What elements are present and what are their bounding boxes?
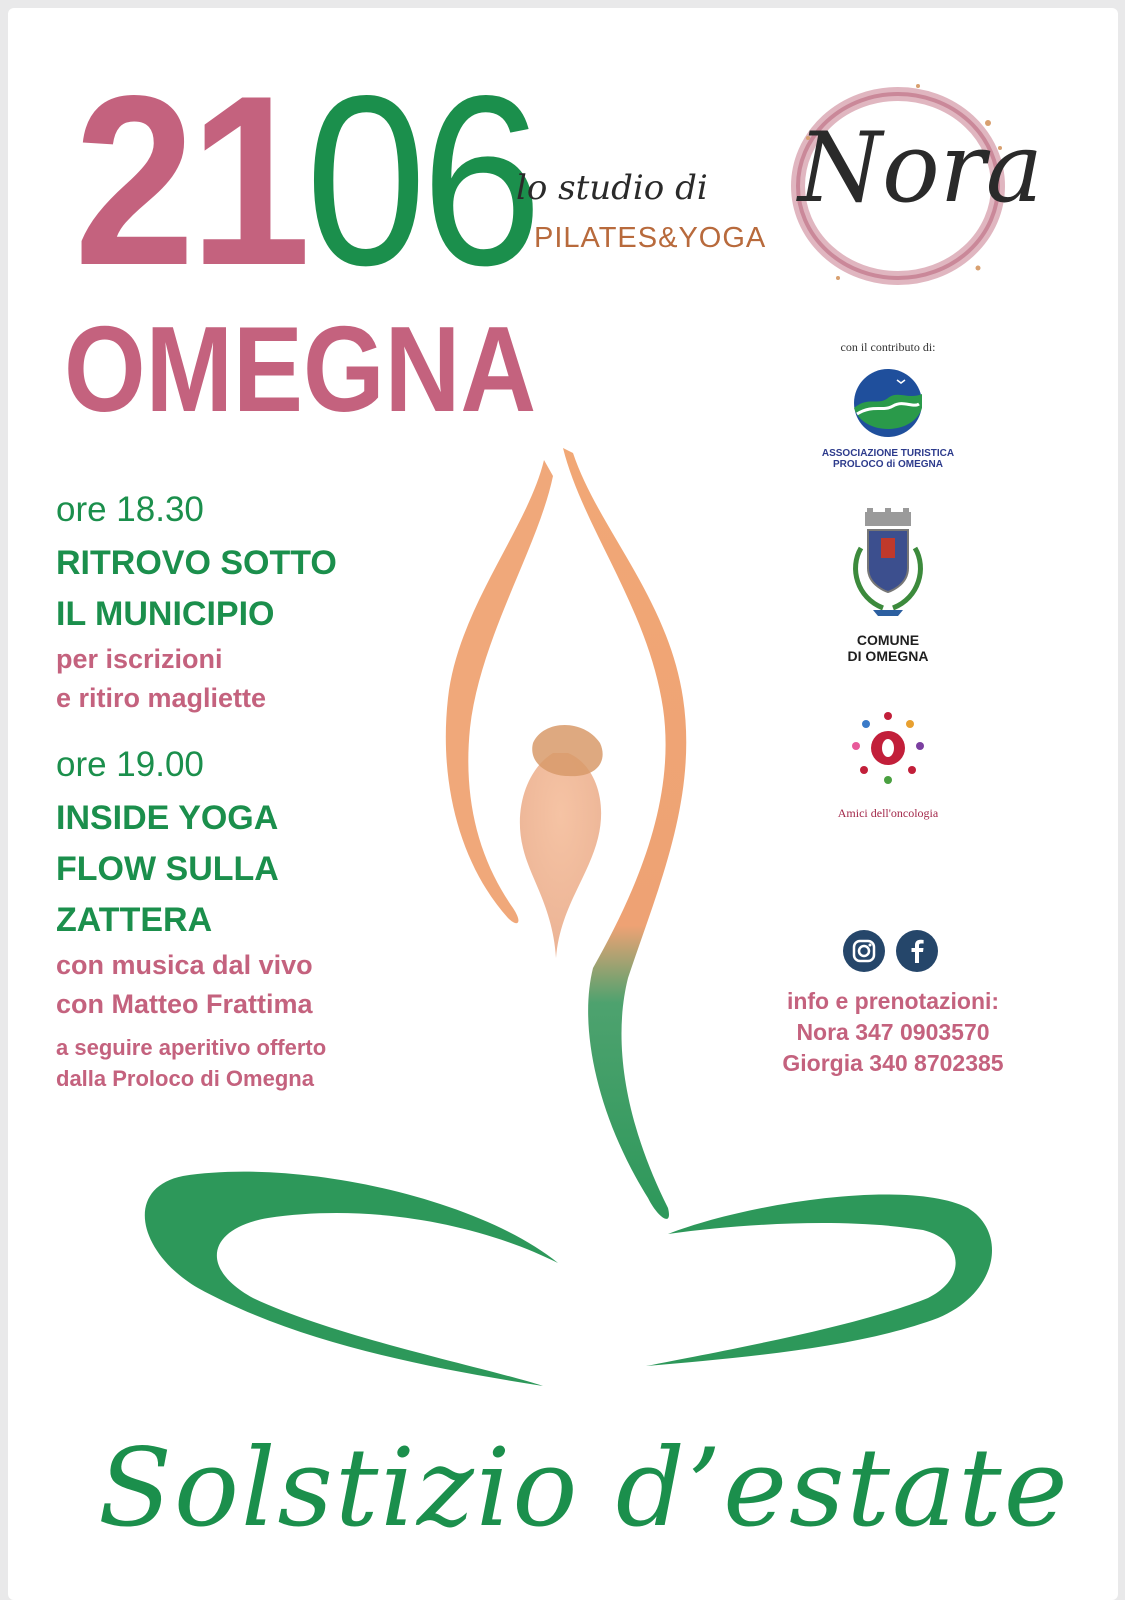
program-title-line: FLOW SULLA [56,850,279,888]
aperitivo-note [56,1032,386,1094]
right-leg-stroke [646,1194,992,1366]
note-line: dalla Proloco di Omegna [56,1066,314,1091]
proloco-label: ASSOCIAZIONE TURISTICA PROLOCO di OMEGNA [821,448,955,470]
program-detail-line: e ritiro magliette [56,683,267,713]
studio-logo-subtitle: PILATES&YOGA [534,222,767,254]
facebook-icon[interactable] [896,930,938,972]
event-month: 06 [305,46,537,316]
instagram-icon[interactable] [843,930,885,972]
amici-oncologia-logo-icon [848,708,928,788]
event-day: 21 [74,46,306,316]
contact-info [748,986,1038,1079]
amici-oncologia-label: Amici dell'oncologia [837,806,939,820]
program-title-line: IL MUNICIPIO [56,595,275,633]
comune-coat-of-arms-icon [843,508,933,620]
contact-line: Giorgia 340 8702385 [782,1050,1004,1076]
program-item-1 [56,490,386,718]
studio-logo-script: lo studio di [516,168,708,208]
program-title-line: RITROVO SOTTO [56,544,337,582]
program-title-line: ZATTERA [56,901,213,939]
event-city: OMEGNA [64,301,537,437]
program-item-2 [56,745,386,1024]
program-title-line: INSIDE YOGA [56,799,279,837]
program-time: ore 18.30 [56,490,204,529]
head-stroke [520,753,601,958]
program-detail-line: con musica dal vivo [56,950,313,980]
left-leg-stroke [145,1172,558,1386]
note-line: a seguire aperitivo offerto [56,1035,327,1060]
event-date [74,46,537,316]
program-time: ore 19.00 [56,745,204,784]
contact-line: Nora 347 0903570 [796,1019,990,1045]
sponsors-heading: con il contributo di: [840,340,936,354]
program-detail-line: con Matteo Frattima [56,989,313,1019]
proloco-logo-icon [853,368,923,438]
contact-heading: info e prenotazioni: [786,988,1000,1014]
studio-logo-name: Nora [798,112,1043,224]
poster [8,8,1118,1600]
footer-title: Solstizio d’estate [98,1426,1070,1551]
program-detail-line: per iscrizioni [56,644,223,674]
comune-label: COMUNE DI OMEGNA [847,632,929,664]
